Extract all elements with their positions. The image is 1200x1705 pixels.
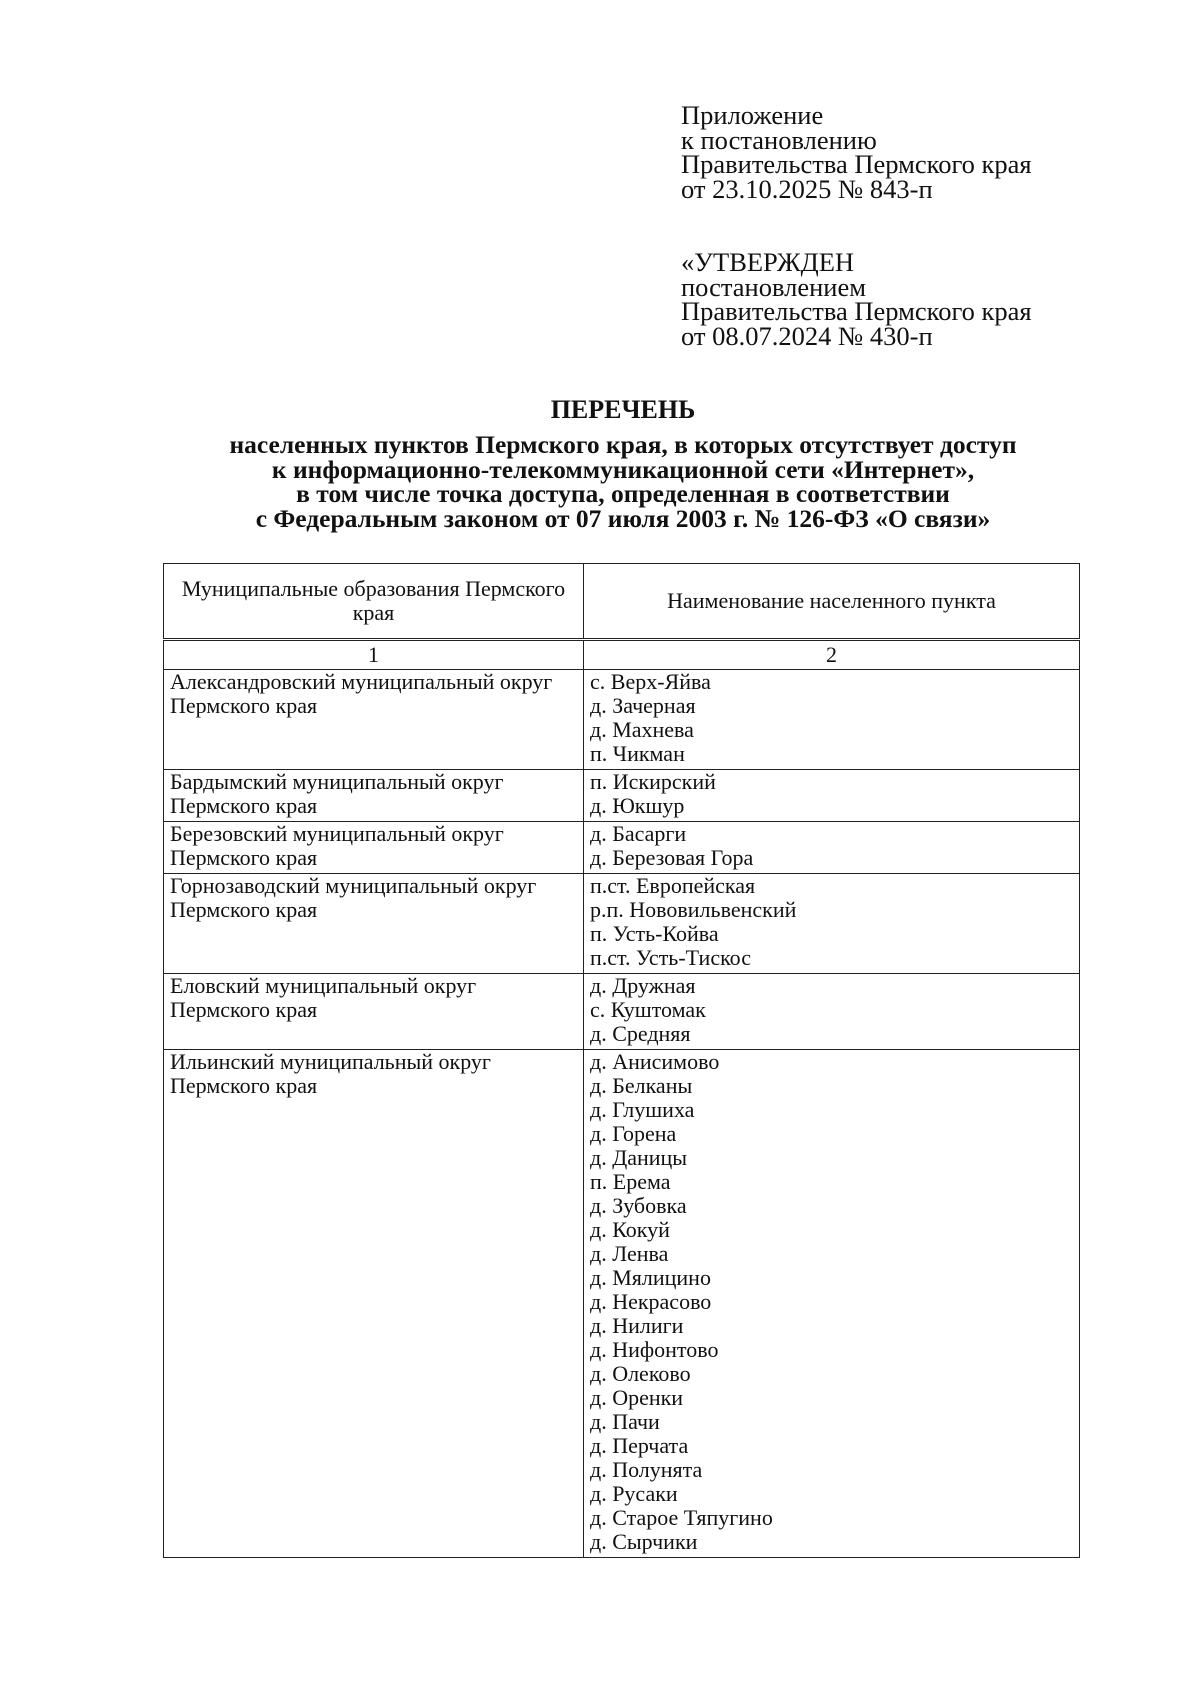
approval-line: от 08.07.2024 № 430-п xyxy=(681,320,933,351)
settlement-item: д. Полунята xyxy=(590,1457,703,1482)
attachment-line: Правительства Пермского края xyxy=(681,149,1032,179)
municipality-cell: Бардымский муниципальный округ Пермского края xyxy=(164,770,584,822)
header-settlement: Наименование населенного пункта xyxy=(584,564,1080,640)
settlement-item: д. Старое Тяпугино xyxy=(590,1505,773,1530)
settlement-item: п.ст. Усть-Тискос xyxy=(590,945,751,970)
settlement-item: п.ст. Европейская xyxy=(590,873,756,898)
settlement-item: с. Верх-Яйва xyxy=(590,669,711,694)
settlement-item: д. Дружная xyxy=(590,973,696,998)
municipality-cell: Еловский муниципальный округ Пермского края xyxy=(164,974,584,1050)
settlement-item: д. Пачи xyxy=(590,1409,660,1434)
settlements-cell xyxy=(584,974,1080,1050)
settlements-cell xyxy=(584,670,1080,770)
table-row xyxy=(164,1050,1080,1558)
table-row xyxy=(164,974,1080,1050)
municipality-cell: Березовский муниципальный округ Пермского края xyxy=(164,822,584,874)
table-row xyxy=(164,874,1080,974)
approval-block xyxy=(681,247,1121,351)
municipality-cell: Ильинский муниципальный округ Пермского края xyxy=(164,1050,584,1558)
column-number: 2 xyxy=(584,640,1080,670)
column-number: 1 xyxy=(164,640,584,670)
approval-line: «УТВЕРЖДЕН xyxy=(681,247,855,277)
settlement-item: д. Сырчики xyxy=(590,1529,698,1554)
settlements-cell xyxy=(584,770,1080,822)
settlement-item: д. Некрасово xyxy=(590,1289,712,1314)
attachment-block xyxy=(681,100,1121,204)
settlement-item: п. Искирский xyxy=(590,769,716,794)
settlement-item: д. Березовая Гора xyxy=(590,845,754,870)
settlement-item: д. Кокуй xyxy=(590,1217,670,1242)
settlement-item: д. Махнева xyxy=(590,717,694,742)
settlement-item: д. Горена xyxy=(590,1121,677,1146)
settlement-item: д. Олеково xyxy=(590,1361,691,1386)
settlement-item: д. Зачерная xyxy=(590,693,696,718)
settlement-item: д. Русаки xyxy=(590,1481,678,1506)
subtitle-line: с Федеральным законом от 07 июля 2003 г. № 126-ФЗ «О связи» xyxy=(255,503,991,533)
approval-line: Правительства Пермского края xyxy=(681,296,1032,326)
settlement-item: д. Оренки xyxy=(590,1385,684,1410)
settlement-item: д. Юкшур xyxy=(590,793,685,818)
settlement-item: д. Белканы xyxy=(590,1073,693,1098)
settlements-cell xyxy=(584,874,1080,974)
settlement-item: д. Анисимово xyxy=(590,1049,720,1074)
table-row xyxy=(164,770,1080,822)
settlement-item: д. Зубовка xyxy=(590,1193,687,1218)
subtitle-line: к информационно-телекоммуникационной сети «Интернет», xyxy=(271,454,975,484)
settlement-item: д. Средняя xyxy=(590,1021,691,1046)
settlement-item: д. Нифонтово xyxy=(590,1337,719,1362)
table-row xyxy=(164,670,1080,770)
settlement-item: р.п. Нововильвенский xyxy=(590,897,797,922)
settlement-item: д. Нилиги xyxy=(590,1313,684,1338)
subtitle-line: в том числе точка доступа, определенная в соответствии xyxy=(296,479,950,508)
settlement-item: д. Басарги xyxy=(590,821,687,846)
attachment-line: Приложение xyxy=(681,100,824,130)
settlement-item: п. Ерема xyxy=(590,1169,671,1194)
settlement-item: п. Усть-Койва xyxy=(590,921,719,946)
attachment-line: от 23.10.2025 № 843-п xyxy=(681,173,933,204)
subtitle-line: населенных пунктов Пермского края, в которых отсутствует доступ xyxy=(229,430,1017,459)
document-subtitle xyxy=(0,430,1200,533)
settlement-item: д. Даницы xyxy=(590,1145,688,1170)
column-number-row xyxy=(164,640,1080,670)
settlements-cell xyxy=(584,822,1080,874)
settlement-item: с. Куштомак xyxy=(590,997,706,1022)
settlement-item: д. Перчата xyxy=(590,1433,689,1458)
municipality-cell: Горнозаводский муниципальный округ Пермского края xyxy=(164,874,584,974)
document-title: ПЕРЕЧЕНЬ xyxy=(550,395,696,424)
settlements-cell xyxy=(584,1050,1080,1558)
table-row xyxy=(164,822,1080,874)
settlement-item: д. Ленва xyxy=(590,1241,669,1266)
header-municipality: Муниципальные образования Пермского края xyxy=(164,564,584,640)
settlement-item: д. Мялицино xyxy=(590,1265,711,1290)
attachment-line: к постановлению xyxy=(681,124,877,155)
settlements-table xyxy=(163,563,1080,1558)
approval-line: постановлением xyxy=(681,271,866,302)
table-header-row xyxy=(164,564,1080,640)
municipality-cell: Александровский муниципальный округ Пермского края xyxy=(164,670,584,770)
settlement-item: д. Глушиха xyxy=(590,1097,695,1122)
settlement-item: п. Чикман xyxy=(590,741,685,766)
